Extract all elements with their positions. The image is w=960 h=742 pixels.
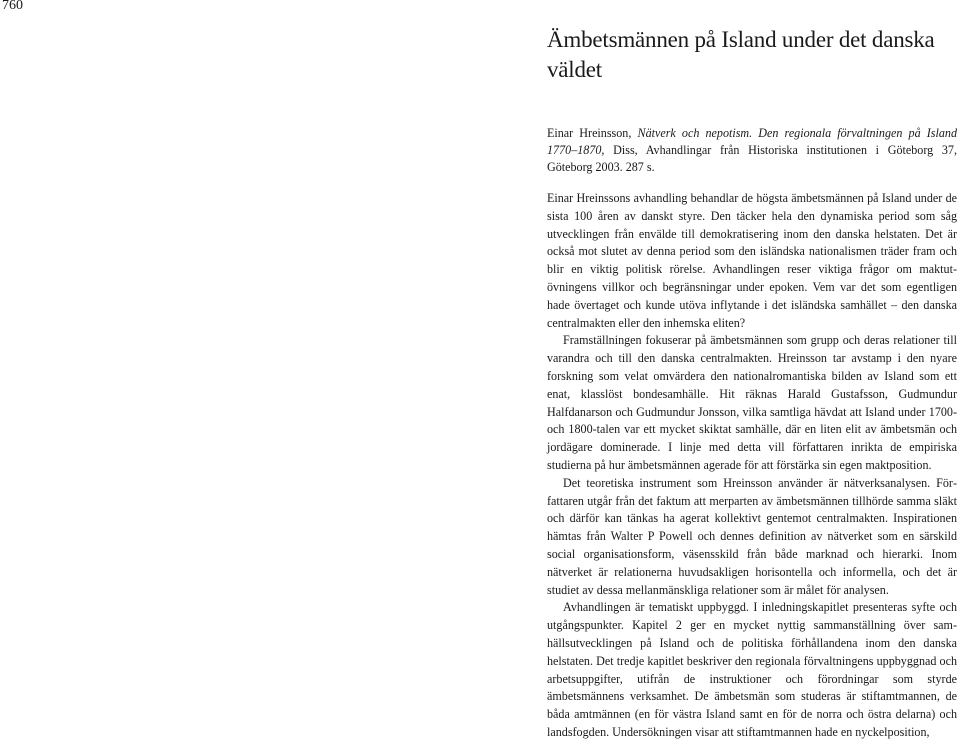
paragraph-1: Einar Hreinssons avhandling behandlar de högsta ämbetsmännen på Island under de sista 100 åren av danskt styre. Den täcker hela den dynamiska period som såg utvecklingen från envälde till demokratisering inom den danska helstaten. Det är också mot slutet av denna period som den isländska nationalismen träder fram och blir en viktig politisk rörelse. Avhandlingen reser viktiga frågor om maktutövningens villkor och begränsningar under epoken. Vem var det som egentligen hade övertaget och kunde utöva inflytande i det isländska samhället – den danska centralmakten eller den inhemska eliten? xyxy=(547,191,957,330)
reference-book-title: Nätverk och nepotism. Den regionala förvaltningen på Island 1770–1870, xyxy=(547,126,957,157)
paragraph-3: Det teoretiska instrument som Hreinsson använder är nätverksanalysen. Författaren utgår från det faktum att merparten av ämbetsmännen tillhörde samma släkt och därför kan tänkas ha agerat kollektivt gentemot centralmakten. Inspirationen hämtas från Walter P Powell och dennes definition av nätverket som en särskild social organisationsform, väsensskild från både marknad och hierarki. Inom nätverket är relationerna huvudsakligen horisontella och informella, och det är studiet av dessa mellanmänskliga relationer som är målet för analysen. xyxy=(547,475,957,597)
article-title: Ämbetsmännen på Island under det danska väldet xyxy=(547,27,935,82)
paragraph-2: Framställningen fokuserar på ämbetsmännen som grupp och deras relationer till varandra och till den danska centralmakten. Hreinsson tar avstamp i den nyare forskning som velat omvärdera den nationalromantiska bilden av Island som ett enat, klasslöst bondesamhälle. Hit räknas Harald Gustafsson, Gudmundur Halfdanarson och Gudmundur Jonsson, vilka samtliga hävdat att Island under 1700- och 1800-talen var ett mycket skiktat samhälle, där en liten elit av ämbetsmän och jordägare dominerade. I linje med detta vill författaren inrikta de empiriska studierna på hur ämbetsmännen agerade för att förstärka sin egen maktposition. xyxy=(547,333,957,472)
paragraph-4: Avhandlingen är tematiskt uppbyggd. I inledningskapitlet presenteras syfte och utgångspunkter. Kapitel 2 ger en mycket nyttig sammanställning över samhällsutvecklingen på Island och de politiska förhållandena inom den danska helstaten. Det tredje kapitlet beskriver den regionala förvaltningens uppbyggnad och arbetsuppgifter, utifrån de instruktioner och förordningar som styrde ämbetsmännens verksamhet. De ämbetsmän som studeras är stiftamtmannen, de båda amtmännen (en för västra Island samt en för de norra och östra delarna) och landsfogden. Undersökningen visar att stiftamtmannen hade en nyckelposition, xyxy=(547,600,957,739)
page-number: 760 xyxy=(2,0,23,13)
bibliographic-reference xyxy=(547,125,957,176)
reference-details: Diss, Avhandlingar från Historiska institutionen i Göteborg 37, Göteborg 2003. 287 s. xyxy=(547,143,957,174)
article xyxy=(547,25,957,742)
reference-author: Einar Hreinsson, xyxy=(547,126,632,140)
